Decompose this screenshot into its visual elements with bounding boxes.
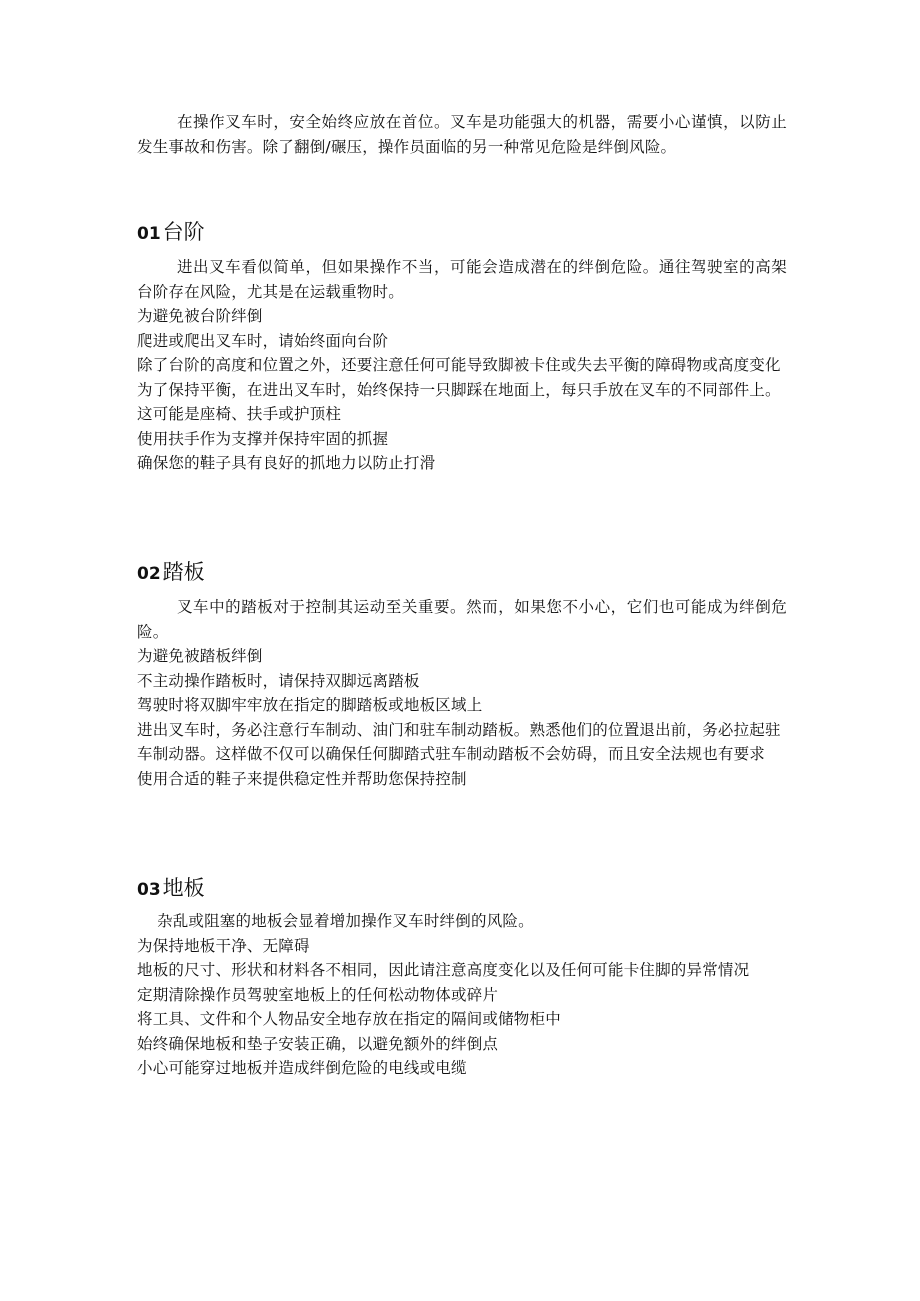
section-line: 除了台阶的高度和位置之外，还要注意任何可能导致脚被卡住或失去平衡的障碍物或高度变化 (137, 356, 781, 374)
section-title: 台阶 (162, 220, 205, 244)
section-title: 踏板 (162, 560, 205, 584)
section-line: 为避免被台阶绊倒 (137, 307, 263, 325)
section-lead: 杂乱或阻塞的地板会显着增加操作叉车时绊倒的风险。 (157, 912, 534, 930)
section-number: 03 (137, 880, 161, 900)
section-steps (137, 217, 787, 476)
section-body (137, 255, 787, 476)
section-line: 爬进或爬出叉车时，请始终面向台阶 (137, 331, 389, 350)
section-line: 为保持地板干净、无障碍 (137, 936, 310, 955)
section-line: 使用扶手作为支撑并保持牢固的抓握 (137, 429, 389, 448)
section-body (137, 595, 787, 791)
section-number: 01 (137, 224, 161, 244)
section-heading (137, 557, 787, 587)
section-line: 地板的尺寸、形状和材料各不相同，因此请注意高度变化以及任何可能卡住脚的异常情况 (137, 961, 750, 979)
section-heading (137, 873, 787, 903)
section-number: 02 (137, 564, 161, 584)
section-line: 进出叉车时，务必注意行车制动、油门和驻车制动踏板。熟悉他们的位置退出前，务必拉起驻车制动器。这样做不仅可以确保任何脚踏式驻车制动踏板不会妨碍，而且安全法规也有要求 (137, 720, 781, 763)
section-lead: 叉车中的踏板对于控制其运动至关重要。然而，如果您不小心，它们也可能成为绊倒危险。 (137, 598, 787, 641)
section-line: 确保您的鞋子具有良好的抓地力以防止打滑 (137, 454, 436, 472)
section-line: 驾驶时将双脚牢牢放在指定的脚踏板或地板区域上 (137, 696, 483, 714)
section-line: 将工具、文件和个人物品安全地存放在指定的隔间或储物柜中 (137, 1010, 561, 1028)
section-lead: 进出叉车看似简单，但如果操作不当，可能会造成潜在的绊倒危险。通往驾驶室的高架台阶存在风险，尤其是在运载重物时。 (137, 258, 787, 301)
section-line: 始终确保地板和垫子安装正确，以避免额外的绊倒点 (137, 1034, 499, 1053)
intro-paragraph: 在操作叉车时，安全始终应放在首位。叉车是功能强大的机器，需要小心谨慎，以防止发生事故和伤害。除了翻倒/碾压，操作员面临的另一种常见危险是绊倒风险。 (137, 113, 787, 156)
section-body (137, 909, 787, 1081)
section-line: 不主动操作踏板时，请保持双脚远离踏板 (137, 671, 420, 690)
section-pedals (137, 557, 787, 791)
section-line: 使用合适的鞋子来提供稳定性并帮助您保持控制 (137, 769, 467, 788)
section-title: 地板 (162, 876, 205, 900)
section-line: 为了保持平衡，在进出叉车时，始终保持一只脚踩在地面上，每只手放在叉车的不同部件上。这可能是座椅、扶手或护顶柱 (137, 380, 781, 423)
section-line: 为避免被踏板绊倒 (137, 647, 263, 665)
section-heading (137, 217, 787, 247)
section-line: 定期清除操作员驾驶室地板上的任何松动物体或碎片 (137, 985, 499, 1004)
section-line: 小心可能穿过地板并造成绊倒危险的电线或电缆 (137, 1059, 467, 1077)
section-floor (137, 873, 787, 1081)
